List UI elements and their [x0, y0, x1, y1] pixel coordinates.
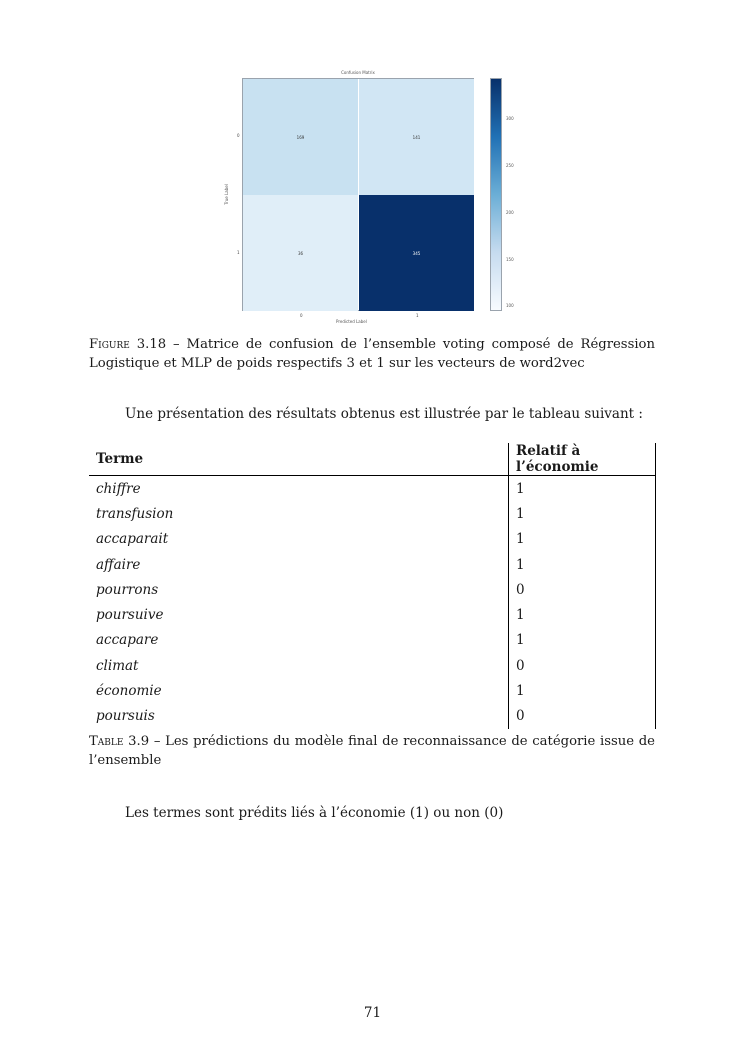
value-cell: 1 — [509, 678, 656, 703]
figure-caption-text: – Matrice de confusion de l’ensemble voting composé de Régression Logistique et MLP de poids respectifs 3 et 1 sur les vecteurs de word2vec — [89, 337, 655, 371]
value-cell: 0 — [509, 653, 656, 678]
value-cell: 1 — [509, 552, 656, 577]
figure-caption-number: 3.18 — [136, 337, 167, 352]
predictions-table — [89, 443, 656, 729]
colorbar-tick: 300 — [506, 116, 514, 121]
intro-paragraph: Une présentation des résultats obtenus est illustrée par le tableau suivant : — [125, 406, 643, 422]
cell-value: 345 — [412, 250, 421, 256]
page-number: 71 — [363, 1005, 382, 1021]
y-axis-label: True Label — [223, 184, 229, 205]
table-caption-text: – Les prédictions du modèle final de reconnaissance de catégorie issue de l’ensemble — [89, 734, 655, 768]
col-tick-label: 1 — [416, 313, 419, 318]
heatmap-cell — [359, 195, 474, 311]
heatmap-cell — [243, 195, 358, 311]
table-row — [89, 552, 656, 577]
value-cell: 1 — [509, 501, 656, 526]
term-cell: pourrons — [89, 577, 509, 602]
term-cell: climat — [89, 653, 509, 678]
colorbar — [490, 78, 502, 311]
term-cell: chiffre — [89, 476, 509, 502]
row-tick-label: 1 — [237, 250, 240, 255]
column-header-term: Terme — [89, 443, 509, 476]
table-row — [89, 678, 656, 703]
colorbar-tick: 100 — [506, 303, 514, 308]
row-tick-label: 0 — [237, 133, 240, 138]
heatmap-grid — [242, 78, 474, 311]
closing-paragraph: Les termes sont prédits liés à l’économie (1) ou non (0) — [125, 805, 504, 821]
table-caption — [89, 732, 655, 770]
table-row — [89, 577, 656, 602]
colorbar-tick: 200 — [506, 210, 514, 215]
confusion-matrix-figure — [223, 70, 518, 326]
figure-caption-prefix: Figure — [89, 337, 130, 352]
cell-value: 36 — [297, 250, 304, 256]
table-row — [89, 704, 656, 729]
table-header-row — [89, 443, 656, 476]
value-cell: 0 — [509, 577, 656, 602]
term-cell: accapare — [89, 628, 509, 653]
column-header-relatif: Relatif à l’économie — [509, 443, 656, 476]
table-row — [89, 501, 656, 526]
term-cell: transfusion — [89, 501, 509, 526]
heatmap-cell — [359, 79, 474, 195]
term-cell: économie — [89, 678, 509, 703]
colorbar-tick: 250 — [506, 163, 514, 168]
cell-value: 141 — [412, 134, 421, 140]
value-cell: 0 — [509, 704, 656, 729]
col-tick-label: 0 — [300, 313, 303, 318]
term-cell: affaire — [89, 552, 509, 577]
table-row — [89, 628, 656, 653]
value-cell: 1 — [509, 476, 656, 502]
term-cell: poursuis — [89, 704, 509, 729]
term-cell: accaparait — [89, 527, 509, 552]
value-cell: 1 — [509, 628, 656, 653]
table-caption-number: 3.9 — [128, 734, 150, 749]
cell-value: 169 — [296, 134, 305, 140]
table-row — [89, 527, 656, 552]
value-cell: 1 — [509, 602, 656, 627]
table-row — [89, 653, 656, 678]
term-cell: poursuive — [89, 602, 509, 627]
table-row — [89, 476, 656, 502]
value-cell: 1 — [509, 527, 656, 552]
colorbar-tick: 150 — [506, 257, 514, 262]
chart-title: Confusion Matrix — [341, 70, 375, 75]
figure-caption — [89, 335, 655, 373]
table-caption-prefix: Table — [89, 734, 124, 749]
heatmap-cell — [243, 79, 358, 195]
table-row — [89, 602, 656, 627]
x-axis-label: Predicted Label — [336, 319, 367, 324]
